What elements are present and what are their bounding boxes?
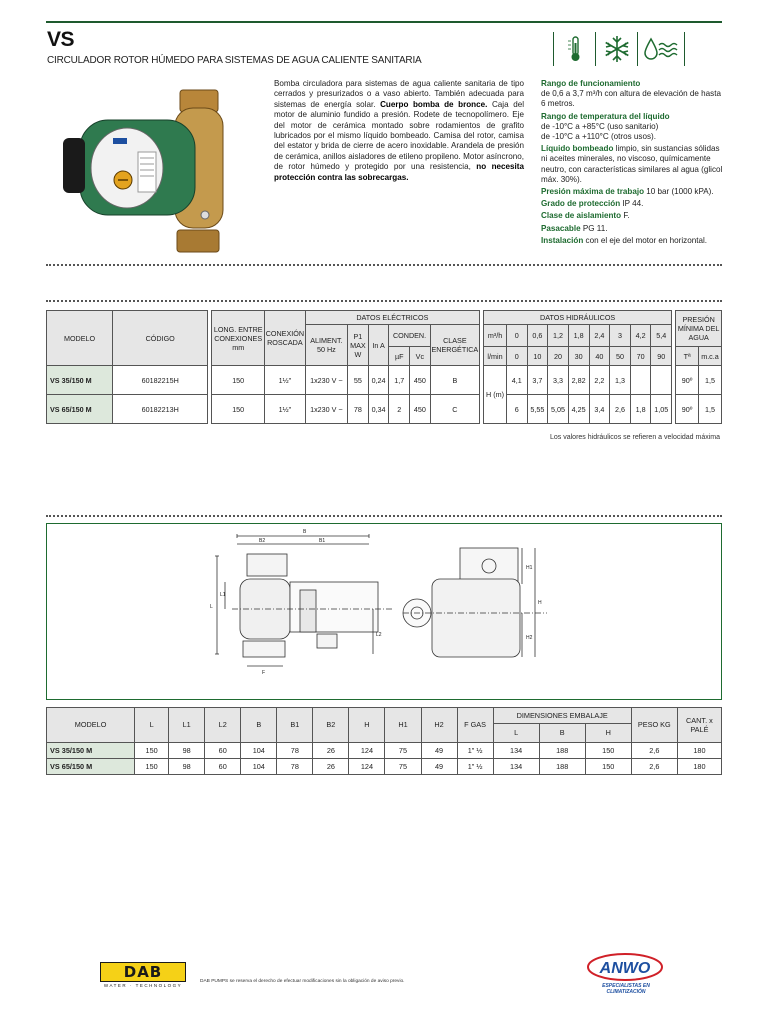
cell-clase: B xyxy=(430,366,479,395)
cell-head: 2,2 xyxy=(589,366,610,395)
cell-head: 6 xyxy=(506,395,527,424)
cell-l1: 98 xyxy=(169,742,205,758)
dim-label-h1: H1 xyxy=(526,565,533,571)
cell-dim-l: 134 xyxy=(493,758,539,774)
dab-tagline: WATER · TECHNOLOGY xyxy=(103,983,183,988)
table-row xyxy=(47,742,722,758)
col-header-lmin: l/min xyxy=(484,347,507,366)
cell-mca: 1,5 xyxy=(698,395,721,424)
dim-label-b2: B2 xyxy=(259,538,266,544)
flow-value: 10 xyxy=(527,347,548,366)
col-header-f: F GAS xyxy=(457,708,493,743)
spec-temperature xyxy=(541,112,723,143)
cell-in: 0,24 xyxy=(368,366,389,395)
spec-installation xyxy=(541,236,723,246)
spec-heading: Líquido bombeado xyxy=(541,144,614,154)
page-title: VS xyxy=(47,28,75,51)
flow-value: 4,2 xyxy=(630,325,651,347)
cell-dim-b: 188 xyxy=(539,758,585,774)
col-header-t: Tª xyxy=(676,347,699,366)
cell-h: 124 xyxy=(349,742,385,758)
group-header-electricos: DATOS ELÉCTRICOS xyxy=(305,311,479,325)
cell-clase: C xyxy=(430,395,479,424)
cell-h: 124 xyxy=(349,758,385,774)
cell-modelo: VS 35/150 M xyxy=(47,742,135,758)
cell-h1: 75 xyxy=(385,742,421,758)
spec-value: limpio, sin sustancias sólidas ni aceites minerales, no viscoso, químicamente neutro, con características similares al agua (glicol máx. 30%). xyxy=(541,144,723,184)
flow-value: 20 xyxy=(548,347,569,366)
flow-value: 30 xyxy=(568,347,589,366)
flow-value: 2,4 xyxy=(589,325,610,347)
cell-b2: 26 xyxy=(313,742,349,758)
cell-head: 1,05 xyxy=(651,395,672,424)
cell-l2: 60 xyxy=(205,758,241,774)
spec-value: PG 11. xyxy=(580,223,608,233)
col-header-codigo: CÓDIGO xyxy=(113,311,208,366)
col-header-cant: CANT. x PALÉ xyxy=(677,708,721,743)
cell-peso: 2,6 xyxy=(631,742,677,758)
flow-value: 3 xyxy=(610,325,631,347)
col-header-mca: m.c.a xyxy=(698,347,721,366)
col-header-h1: H1 xyxy=(385,708,421,743)
spec-heading: Rango de funcionamiento xyxy=(541,79,641,88)
col-header-h: H xyxy=(349,708,385,743)
description-highlight: Cuerpo bomba de bronce. xyxy=(380,99,488,109)
cell-head: 2,82 xyxy=(568,366,589,395)
dimensions-table xyxy=(46,707,722,775)
col-header-vc: Vc xyxy=(410,347,431,366)
cell-conexion: 1½" xyxy=(265,395,306,424)
cell-codigo: 60182215H xyxy=(113,366,208,395)
flow-value: 1,2 xyxy=(548,325,569,347)
anwo-tagline: ESPECIALISTAS EN CLIMATIZACIÓN xyxy=(602,983,650,995)
thermometer-icon xyxy=(553,32,595,66)
spec-insulation xyxy=(541,211,723,221)
cell-h1: 75 xyxy=(385,758,421,774)
flow-value: 70 xyxy=(630,347,651,366)
cell-peso: 2,6 xyxy=(631,758,677,774)
cell-modelo: VS 65/150 M xyxy=(47,758,135,774)
description-text: Caja del motor de aluminio fundido a presión. Rodete de tecnopolímero. Eje del motor de cerámica montado sobre rodamientos de grafito lubricados por el mismo líquido bombeado. Camisa del rotor, camisa del estator y brida de cierre de acero inoxidable. Arandela de presión de cerámica, anillos aisladores de etileno propileno. Motor asíncrono, de rotor húmedo y protegido por una resistencia, xyxy=(274,99,524,172)
hydraulic-note: Los valores hidráulicos se refieren a velocidad máxima xyxy=(550,434,721,441)
cell-h2: 49 xyxy=(421,742,457,758)
spec-value: de -10°C a +85°C (uso sanitario) xyxy=(541,121,659,131)
cell-b2: 26 xyxy=(313,758,349,774)
col-header-b: B xyxy=(241,708,277,743)
flow-value: 0 xyxy=(506,347,527,366)
cell-long: 150 xyxy=(212,366,265,395)
spec-value: de 0,6 a 3,7 m³/h con altura de elevación de hasta 6 metros. xyxy=(541,89,721,109)
cell-conexion: 1½" xyxy=(265,366,306,395)
spec-value: IP 44. xyxy=(620,199,644,209)
product-image xyxy=(55,80,255,260)
spec-liquid xyxy=(541,144,723,185)
col-header-long: LONG. ENTRE CONEXIONES mm xyxy=(212,311,265,366)
cell-b1: 78 xyxy=(277,758,313,774)
cell-l2: 60 xyxy=(205,742,241,758)
cell-cant: 180 xyxy=(677,758,721,774)
cell-h-label: H (m) xyxy=(484,366,507,424)
description-text: Bomba circuladora para sistemas de agua caliente sanitaria de tipo cerrados y presurizados o a vaso abierto. También adecuada para sistemas de energía solar. xyxy=(274,79,524,109)
technical-drawing-frame xyxy=(46,523,722,700)
spec-range xyxy=(541,79,723,110)
spec-heading: Pasacable xyxy=(541,223,581,233)
cell-head: 3,4 xyxy=(589,395,610,424)
col-header-dim-l: L xyxy=(493,724,539,742)
col-header-modelo: MODELO xyxy=(47,708,135,743)
spec-heading: Clase de aislamiento xyxy=(541,211,622,221)
dim-label-h: H xyxy=(538,600,542,606)
flow-value: 5,4 xyxy=(651,325,672,347)
cell-b: 104 xyxy=(241,742,277,758)
spec-heading: Grado de protección xyxy=(541,199,621,209)
col-header-b1: B1 xyxy=(277,708,313,743)
cell-b1: 78 xyxy=(277,742,313,758)
cell-modelo: VS 65/150 M xyxy=(47,395,113,424)
col-header-uf: µF xyxy=(389,347,410,366)
cell-l1: 98 xyxy=(169,758,205,774)
anwo-logo xyxy=(585,950,665,984)
cell-head: 1,3 xyxy=(610,366,631,395)
cell-mca: 1,5 xyxy=(698,366,721,395)
product-description xyxy=(274,79,524,183)
anwo-wordmark: ANWO xyxy=(599,960,651,977)
col-header-aliment: ALIMENT. 50 Hz xyxy=(305,325,347,366)
spec-pressure xyxy=(541,187,723,197)
cell-p1: 55 xyxy=(348,366,369,395)
cell-l: 150 xyxy=(135,758,169,774)
cell-head xyxy=(630,366,651,395)
cell-f: 1" ½ xyxy=(457,742,493,758)
cell-b: 104 xyxy=(241,758,277,774)
spec-heading: Rango de temperatura del líquido xyxy=(541,111,670,121)
page-subtitle: CIRCULADOR ROTOR HÚMEDO PARA SISTEMAS DE AGUA CALIENTE SANITARIA xyxy=(47,55,422,66)
col-header-l2: L2 xyxy=(205,708,241,743)
section-divider xyxy=(46,264,722,266)
cell-codigo: 60182213H xyxy=(113,395,208,424)
flow-value: 0 xyxy=(506,325,527,347)
col-header-in: In A xyxy=(368,325,389,366)
cell-head: 4,25 xyxy=(568,395,589,424)
flow-value: 40 xyxy=(589,347,610,366)
col-header-h2: H2 xyxy=(421,708,457,743)
cell-head: 5,55 xyxy=(527,395,548,424)
cell-head: 1,8 xyxy=(630,395,651,424)
legal-note: DAB PUMPS se reserva el derecho de efectuar modificaciones sin la obligación de aviso previo. xyxy=(200,979,405,984)
cell-head: 2,6 xyxy=(610,395,631,424)
section-divider xyxy=(46,300,722,302)
dim-label-h2: H2 xyxy=(526,635,533,641)
spec-heading: Presión máxima de trabajo xyxy=(541,187,645,197)
cell-head: 4,1 xyxy=(506,366,527,395)
water-wave-icon xyxy=(637,32,685,66)
top-rule xyxy=(46,21,722,23)
col-header-peso: PESO KG xyxy=(631,708,677,743)
description-highlight: no necesita protección contra las sobrecargas. xyxy=(274,162,524,182)
table-row xyxy=(47,758,722,774)
cell-t: 90º xyxy=(676,395,699,424)
cell-aliment: 1x230 V ~ xyxy=(305,366,347,395)
spec-value: con el eje del motor en horizontal. xyxy=(583,235,708,245)
flow-value: 90 xyxy=(651,347,672,366)
col-header-presion: PRESIÓN MÍNIMA DEL AGUA xyxy=(676,311,722,347)
cell-uf: 2 xyxy=(389,395,410,424)
cell-dim-b: 188 xyxy=(539,742,585,758)
table-row xyxy=(47,366,722,395)
specifications xyxy=(541,79,723,248)
cell-dim-h: 150 xyxy=(585,742,631,758)
flow-value: 0,6 xyxy=(527,325,548,347)
cell-head xyxy=(651,366,672,395)
spec-value: F. xyxy=(621,211,630,221)
dim-label-l2: L2 xyxy=(376,632,382,638)
col-header-l: L xyxy=(135,708,169,743)
spec-value: 10 bar (1000 kPA). xyxy=(644,187,714,197)
cell-p1: 78 xyxy=(348,395,369,424)
cell-head: 3,7 xyxy=(527,366,548,395)
cell-t: 90º xyxy=(676,366,699,395)
col-header-conexion: CONEXIÓN ROSCADA xyxy=(265,311,306,366)
col-header-clase: CLASE ENERGÉTICA xyxy=(430,325,479,366)
col-header-l1: L1 xyxy=(169,708,205,743)
col-header-dim-b: B xyxy=(539,724,585,742)
dim-label-f: F xyxy=(262,670,266,676)
flow-value: 50 xyxy=(610,347,631,366)
cell-h2: 49 xyxy=(421,758,457,774)
flow-value: 1,8 xyxy=(568,325,589,347)
spec-protection xyxy=(541,199,723,209)
col-header-p1: P1 MAX W xyxy=(348,325,369,366)
section-divider xyxy=(46,515,722,517)
cell-head: 3,3 xyxy=(548,366,569,395)
table-row xyxy=(47,395,722,424)
cell-modelo: VS 35/150 M xyxy=(47,366,113,395)
cell-in: 0,34 xyxy=(368,395,389,424)
performance-table xyxy=(46,310,722,424)
cell-f: 1" ½ xyxy=(457,758,493,774)
dim-label-b: B xyxy=(303,529,307,535)
spec-cable xyxy=(541,224,723,234)
col-header-m3h: m³/h xyxy=(484,325,507,347)
cell-head: 5,05 xyxy=(548,395,569,424)
col-header-modelo: MODELO xyxy=(47,311,113,366)
cell-uf: 1,7 xyxy=(389,366,410,395)
feature-icon-bar xyxy=(553,32,685,66)
col-header-dim-h: H xyxy=(585,724,631,742)
cell-dim-h: 150 xyxy=(585,758,631,774)
cell-long: 150 xyxy=(212,395,265,424)
cell-cant: 180 xyxy=(677,742,721,758)
spec-heading: Instalación xyxy=(541,235,584,245)
dim-label-b1: B1 xyxy=(319,538,326,544)
col-header-conden: CONDEN. xyxy=(389,325,430,347)
cell-dim-l: 134 xyxy=(493,742,539,758)
cell-aliment: 1x230 V ~ xyxy=(305,395,347,424)
group-header-embalaje: DIMENSIONES EMBALAJE xyxy=(493,708,631,724)
cell-vc: 450 xyxy=(410,366,431,395)
col-header-b2: B2 xyxy=(313,708,349,743)
dab-logo: DAB xyxy=(100,962,186,982)
group-header-hidraulicos: DATOS HIDRÁULICOS xyxy=(484,311,672,325)
cell-l: 150 xyxy=(135,742,169,758)
dim-label-l1: L1 xyxy=(220,592,226,598)
spec-value: de -10°C a +110°C (otros usos). xyxy=(541,132,656,142)
cell-vc: 450 xyxy=(410,395,431,424)
snowflake-icon xyxy=(595,32,637,66)
dim-label-l: L xyxy=(210,604,213,610)
